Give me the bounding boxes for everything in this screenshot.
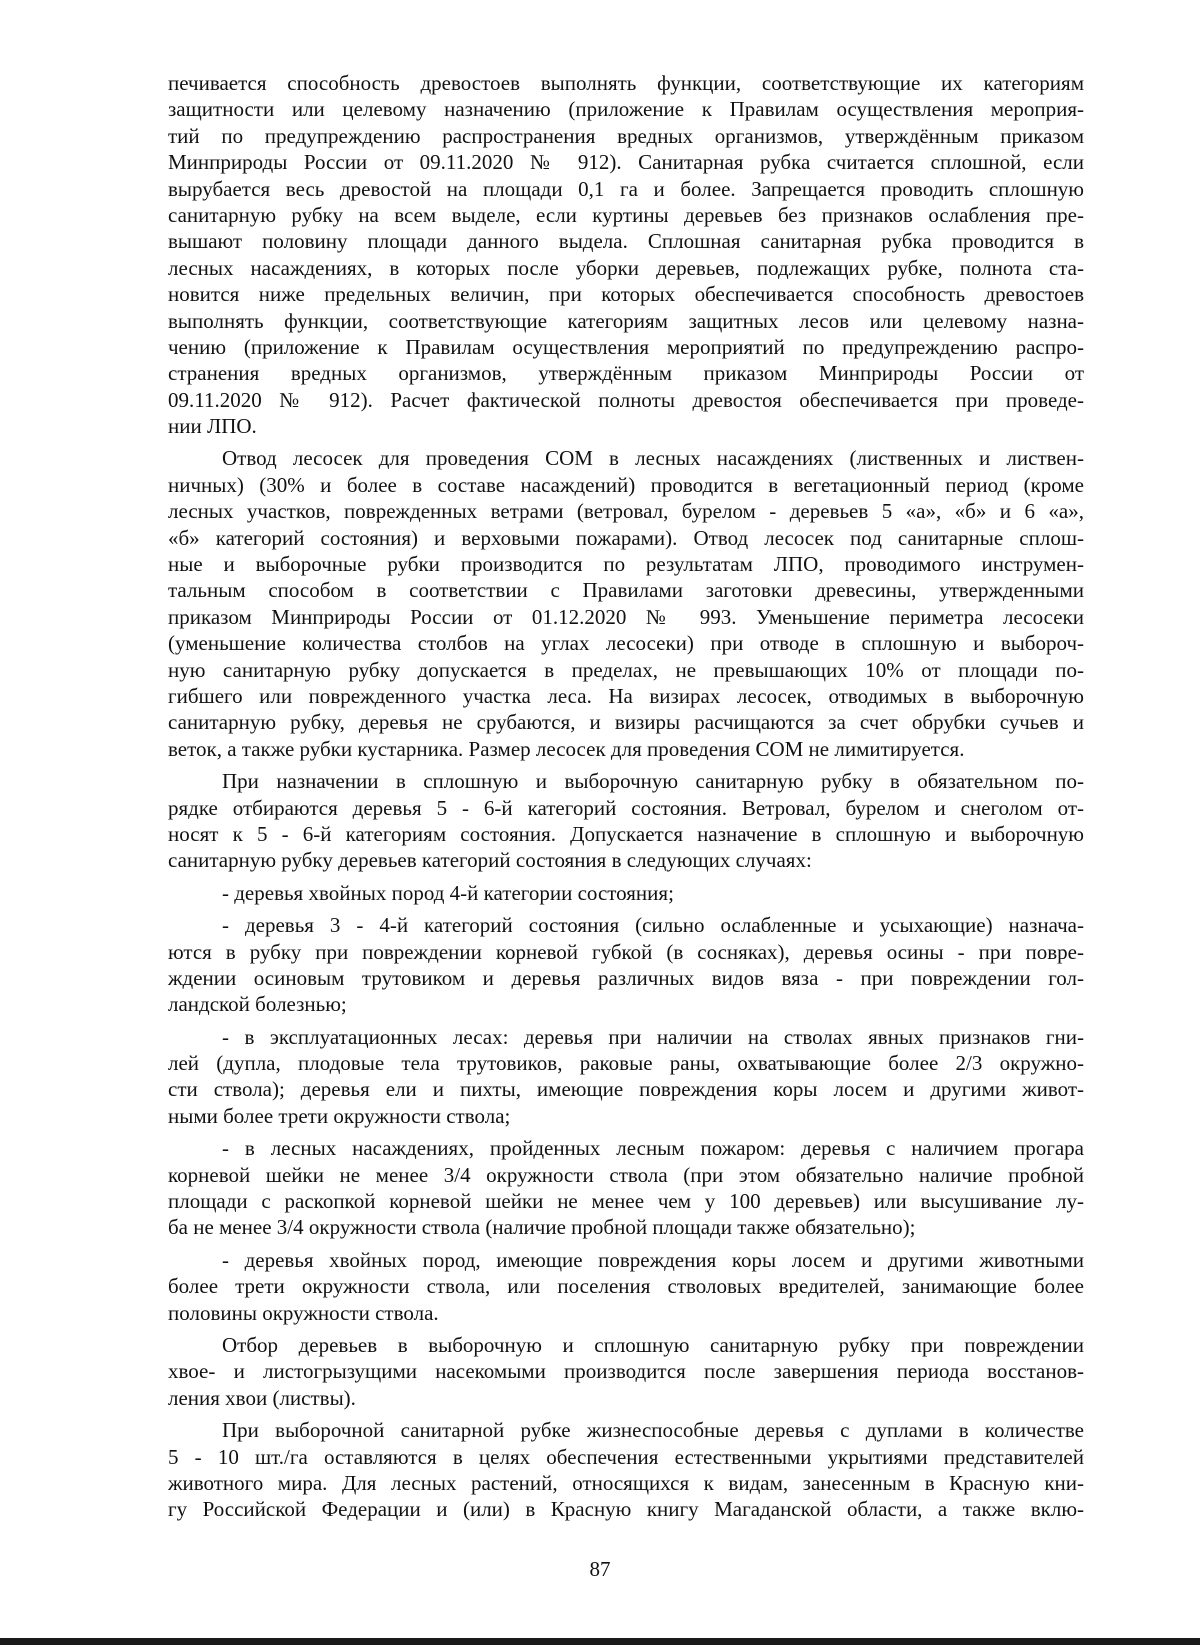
text-line: ления хвои (листвы). (168, 1385, 356, 1410)
list-item (168, 1247, 1084, 1326)
text-line: ются в рубку при повреждении корневой губкой (в сосняках), деревья осины - при повре- (168, 939, 1084, 964)
text-line: площади с раскопкой корневой шейки не менее чем у 100 деревьев) или высушивание лу- (168, 1189, 1084, 1214)
text-line: веток, а также рубки кустарника. Размер лесосек для проведения СОМ не лимитируется. (168, 736, 965, 761)
page-body (168, 70, 1084, 1529)
text-line: новится ниже предельных величин, при которых обеспечивается способность древостоев (168, 282, 1084, 307)
paragraph-selective-cutting (168, 1417, 1084, 1523)
text-line: - в эксплуатационных лесах: деревья при наличии на стволах явных признаков гни- (222, 1024, 1084, 1049)
paragraph-continuation (168, 70, 1084, 439)
text-line: санитарную рубку на всем выделе, если куртины деревьев без признаков ослабления пре- (168, 202, 1084, 227)
text-line: вырубается весь древостой на площади 0,1 га и более. Запрещается проводить сплошную (168, 176, 1084, 201)
text-line: выполнять функции, соответствующие категориям защитных лесов или целевому назна- (168, 308, 1084, 333)
text-line: ными более трети окружности ствола; (168, 1103, 511, 1128)
page-number: 87 (589, 1557, 611, 1581)
text-line: корневой шейки не менее 3/4 окружности ствола (при этом обязательно наличие пробной (168, 1162, 1084, 1187)
text-line: - деревья хвойных пород 4-й категории состояния; (222, 880, 674, 905)
text-line: приказом Минприроды России от 01.12.2020 № 993. Уменьшение периметра лесосеки (168, 604, 1084, 629)
list-item (168, 1135, 1084, 1241)
text-line: гибшего или поврежденного участка леса. На визирах лесосек, отводимых в выборочную (168, 683, 1084, 708)
text-line: половины окружности ствола. (168, 1300, 439, 1325)
text-line: печивается способность древостоев выполнять функции, соответствующие их категориям (168, 71, 1084, 95)
text-line: странения вредных организмов, утверждённым приказом Минприроды России от (168, 361, 1084, 386)
list-item (168, 880, 1084, 906)
text-line: ждении осиновым трутовиком и деревья различных видов вяза - при повреждении гол- (168, 965, 1084, 990)
text-line: ные и выборочные рубки производится по результатам ЛПО, проводимого инструмен- (168, 552, 1084, 577)
text-line: санитарную рубку, деревья не срубаются, и визиры расчищаются за счет обрубки сучьев и (168, 710, 1084, 735)
text-line: Отбор деревьев в выборочную и сплошную санитарную рубку при повреждении (222, 1332, 1084, 1357)
text-line: тальным способом в соответствии с Правилами заготовки древесины, утвержденными (168, 578, 1084, 603)
text-line: чению (приложение к Правилам осуществления мероприятий по предупреждению распро- (168, 334, 1084, 359)
text-line: При выборочной санитарной рубке жизнеспособные деревья с дуплами в количестве (222, 1418, 1084, 1443)
text-line: носят к 5 - 6-й категориям состояния. Допускается назначение в сплошную и выборочную (168, 821, 1084, 846)
text-line: лесных участков, поврежденных ветрами (ветровал, бурелом - деревьев 5 «а», «б» и 6 «а», (168, 499, 1084, 524)
text-line: более трети окружности ствола, или поселения стволовых вредителей, занимающие более (168, 1274, 1084, 1299)
scan-edge-bar (0, 1638, 1200, 1645)
text-line: тий по предупреждению распространения вредных организмов, утверждённым приказом (168, 123, 1084, 148)
text-line: - в лесных насаждениях, пройденных лесным пожаром: деревья с наличием прогара (222, 1136, 1084, 1161)
text-line: лесных насаждениях, в которых после уборки деревьев, подлежащих рубке, полнота ста- (168, 255, 1084, 280)
text-line: (уменьшение количества столбов на углах лесосеки) при отводе в сплошную и выбороч- (168, 631, 1084, 656)
text-line: лей (дупла, плодовые тела трутовиков, раковые раны, охватывающие более 2/3 окружно- (168, 1051, 1084, 1076)
text-line: 5 - 10 шт./га оставляются в целях обеспечения естественными укрытиями представителей (168, 1444, 1084, 1469)
paragraph-selection (168, 1332, 1084, 1411)
text-line: - деревья хвойных пород, имеющие повреждения коры лосем и другими животными (222, 1247, 1084, 1272)
text-line: ландской болезнью; (168, 992, 347, 1017)
text-line: защитности или целевому назначению (приложение к Правилам осуществления мероприя- (168, 97, 1084, 122)
text-line: Отвод лесосек для проведения СОМ в лесных насаждениях (лиственных и листвен- (222, 446, 1084, 471)
text-line: - деревья 3 - 4-й категорий состояния (сильно ослабленные и усыхающие) назнача- (222, 913, 1084, 938)
text-line: хвое- и листогрызущими насекомыми производится после завершения периода восстанов- (168, 1359, 1084, 1384)
text-line: рядке отбираются деревья 5 - 6-й категорий состояния. Ветровал, бурелом и снеголом от- (168, 795, 1084, 820)
text-line: гу Российской Федерации и (или) в Красную книгу Магаданской области, а также вклю- (168, 1497, 1084, 1522)
text-line: животного мира. Для лесных растений, относящихся к видам, занесенным в Красную кни- (168, 1470, 1084, 1495)
text-line: ничных) (30% и более в составе насаждений) проводится в вегетационный период (кроме (168, 472, 1084, 497)
text-line: 09.11.2020 № 912). Расчет фактической полноты древостоя обеспечивается при проведе- (168, 387, 1084, 412)
text-line: При назначении в сплошную и выборочную санитарную рубку в обязательном по- (222, 769, 1084, 794)
paragraph-lesoseki-allotment (168, 445, 1084, 762)
text-line: санитарную рубку деревьев категорий состояния в следующих случаях: (168, 848, 812, 873)
paragraph-assignment (168, 768, 1084, 874)
text-line: нии ЛПО. (168, 414, 257, 439)
text-line: «б» категорий состояния) и верховыми пожарами). Отвод лесосек под санитарные сплош- (168, 525, 1084, 550)
text-line: сти ствола); деревья ели и пихты, имеющие повреждения коры лосем и другими живот- (168, 1077, 1084, 1102)
text-line: ную санитарную рубку допускается в пределах, не превышающих 10% от площади по- (168, 657, 1084, 682)
text-line: Минприроды России от 09.11.2020 № 912). Санитарная рубка считается сплошной, если (168, 150, 1084, 175)
text-line: ба не менее 3/4 окружности ствола (наличие пробной площади также обязательно); (168, 1215, 916, 1240)
list-item (168, 912, 1084, 1018)
list-item (168, 1024, 1084, 1130)
text-line: вышают половину площади данного выдела. Сплошная санитарная рубка проводится в (168, 229, 1084, 254)
